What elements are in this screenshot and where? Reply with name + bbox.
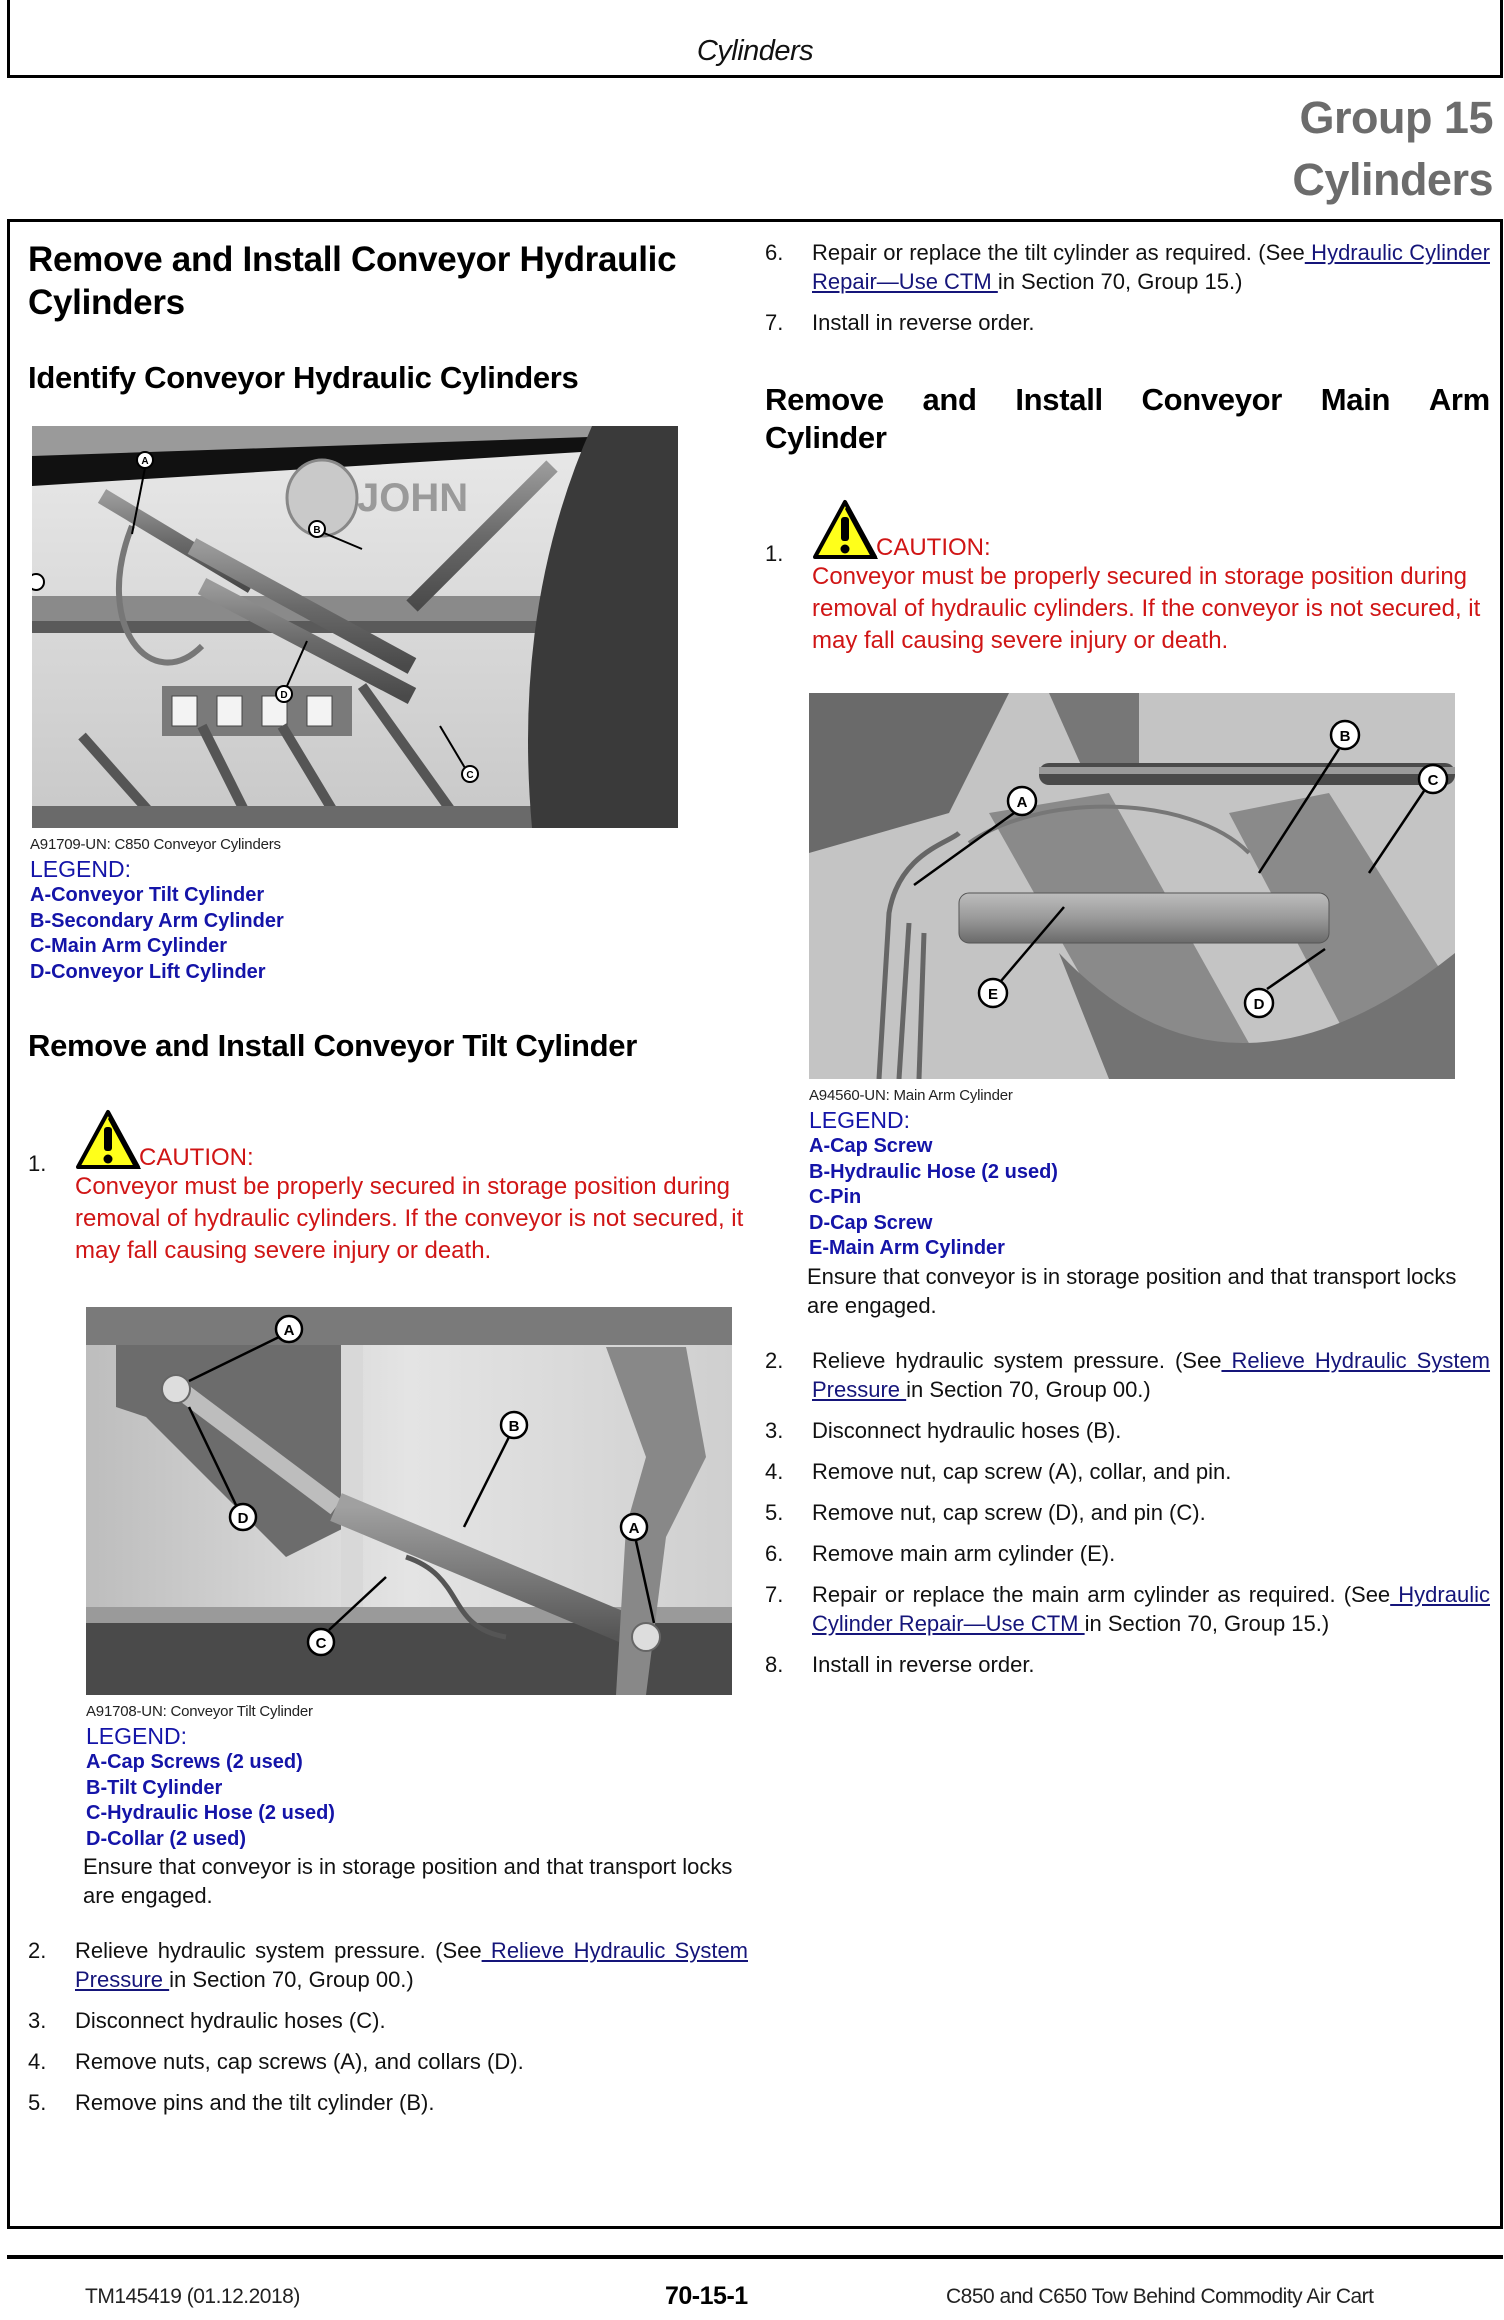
step-item: 3. Disconnect hydraulic hoses (C).	[28, 2008, 386, 2033]
footer-doc-id: TM145419 (01.12.2018)	[85, 2285, 300, 2308]
warning-triangle-icon	[75, 1109, 141, 1171]
svg-text:D: D	[237, 1510, 249, 1527]
running-title: Cylinders	[696, 35, 814, 67]
section-title: Remove and Install Conveyor Hydraulic Cylinders	[28, 240, 677, 322]
step-item: 5. Remove pins and the tilt cylinder (B).	[28, 2090, 435, 2115]
step-item: 6. Repair or replace the tilt cylinder as required. (See Hydraulic Cylinder Repair—Use CTM in Section 70, Group 15.)	[765, 240, 1490, 294]
legend-item: C-Pin	[809, 1186, 862, 1208]
step-item: 4. Remove nuts, cap screws (A), and collars (D).	[28, 2049, 524, 2074]
figure-tilt-cylinder	[86, 1307, 732, 1695]
figure-caption: A91708-UN: Conveyor Tilt Cylinder	[86, 1703, 313, 1720]
step-item: 2. Relieve hydraulic system pressure. (See Relieve Hydraulic System Pressure in Section 70, Group 00.)	[28, 1938, 748, 1992]
tilt-cylinder-illustration	[86, 1307, 732, 1695]
step-item: 7. Repair or replace the main arm cylinder as required. (See Hydraulic Cylinder Repair—Use CTM in Section 70, Group 15.)	[765, 1581, 1490, 1636]
step-list	[765, 1346, 1490, 1679]
cylinder-repair-link[interactable]: Hydraulic Cylinder Repair—Use CTM	[812, 240, 1490, 294]
running-header	[7, 0, 1503, 78]
legend-title: LEGEND:	[809, 1107, 910, 1133]
right-column	[765, 222, 1490, 1679]
identify-title: Identify Conveyor Hydraulic Cylinders	[28, 360, 579, 395]
legend-item: C-Hydraulic Hose (2 used)	[86, 1802, 335, 1824]
conveyor-cylinders-illustration	[32, 426, 678, 828]
legend-item: A-Conveyor Tilt Cylinder	[30, 884, 265, 906]
legend-item: B-Hydraulic Hose (2 used)	[809, 1160, 1058, 1183]
footer-product: C850 and C650 Tow Behind Commodity Air Cart	[946, 2285, 1374, 2308]
legend-item: D-Collar (2 used)	[86, 1827, 247, 1850]
step-item: 5. Remove nut, cap screw (D), and pin (C).	[765, 1499, 1206, 1525]
step-item: 8. Install in reverse order.	[765, 1651, 1035, 1677]
legend-list	[809, 1134, 1490, 1262]
warning-triangle-icon	[812, 499, 878, 561]
caution-label: CAUTION:	[139, 1144, 254, 1171]
legend-item: D-Cap Screw	[809, 1211, 933, 1234]
step-item: 7. Install in reverse order.	[765, 310, 1035, 335]
svg-text:JOHN: JOHN	[357, 476, 469, 520]
svg-text:A: A	[628, 1520, 640, 1537]
relieve-pressure-link[interactable]: Relieve Hydraulic System Pressure	[75, 1938, 748, 1992]
cylinder-repair-link[interactable]: Hydraulic Cylinder Repair—Use CTM	[812, 1581, 1490, 1636]
step-list	[765, 238, 1490, 337]
main-arm-section-title: Remove and Install Conveyor Main Arm Cylinder	[765, 382, 1490, 455]
footer-divider	[7, 2255, 1503, 2259]
legend-item: D-Conveyor Lift Cylinder	[30, 960, 266, 983]
figure-caption: A94560-UN: Main Arm Cylinder	[809, 1087, 1013, 1104]
step-item: 3. Disconnect hydraulic hoses (B).	[765, 1417, 1122, 1443]
legend-item: A-Cap Screws (2 used)	[86, 1751, 303, 1773]
step-item: 6. Remove main arm cylinder (E).	[765, 1540, 1116, 1566]
legend-title: LEGEND:	[30, 856, 131, 882]
step-item: 4. Remove nut, cap screw (A), collar, and pin.	[765, 1458, 1232, 1484]
legend-item: E-Main Arm Cylinder	[809, 1237, 1005, 1259]
group-name: Cylinders	[1292, 154, 1493, 205]
tilt-section-title: Remove and Install Conveyor Tilt Cylinder	[28, 1028, 638, 1063]
footer-page-number: 70-15-1	[665, 2282, 748, 2310]
svg-text:A: A	[283, 1322, 295, 1339]
step-item: 2. Relieve hydraulic system pressure. (See Relieve Hydraulic System Pressure in Section 70, Group 00.)	[765, 1347, 1491, 1402]
svg-text:C: C	[1427, 772, 1439, 789]
caution-block	[765, 499, 1490, 657]
legend-title: LEGEND:	[86, 1723, 187, 1749]
legend-list	[30, 883, 748, 985]
svg-text:B: B	[313, 525, 321, 536]
figure-conveyor-cylinders	[32, 426, 678, 828]
legend-list	[86, 1750, 748, 1852]
caution-text: Conveyor must be properly secured in storage position during removal of hydraulic cylinders. If the conveyor is not secured, it may fall causing severe injury or death.	[812, 563, 1481, 654]
caution-text: Conveyor must be properly secured in storage position during removal of hydraulic cylinders. If the conveyor is not secured, it may fall causing severe injury or death.	[75, 1173, 744, 1264]
content-frame	[7, 219, 1503, 2229]
svg-text:E: E	[987, 986, 999, 1003]
caution-label: CAUTION:	[876, 534, 991, 561]
group-label: Group 15	[1299, 92, 1493, 143]
relieve-pressure-link[interactable]: Relieve Hydraulic System Pressure	[812, 1347, 1491, 1402]
figure-main-arm-cylinder	[809, 693, 1455, 1079]
svg-text:A: A	[1016, 794, 1028, 811]
step-number: 1.	[28, 1151, 47, 1176]
step-list	[28, 1936, 748, 2117]
main-arm-cylinder-illustration	[809, 693, 1455, 1079]
legend-item: A-Cap Screw	[809, 1135, 933, 1157]
legend-item: B-Tilt Cylinder	[86, 1776, 223, 1799]
figure-caption: A91709-UN: C850 Conveyor Cylinders	[30, 836, 281, 853]
left-column	[28, 222, 748, 2117]
svg-text:C: C	[466, 770, 474, 781]
step-number: 1.	[765, 541, 784, 566]
svg-text:A: A	[141, 456, 149, 467]
svg-text:B: B	[508, 1418, 520, 1435]
svg-text:D: D	[1253, 996, 1265, 1013]
caution-block	[28, 1109, 748, 1267]
note-text: Ensure that conveyor is in storage position and that transport locks are engaged.	[807, 1263, 1457, 1318]
legend-item: C-Main Arm Cylinder	[30, 935, 228, 957]
svg-text:C: C	[315, 1635, 327, 1652]
legend-item: B-Secondary Arm Cylinder	[30, 909, 284, 932]
note-text: Ensure that conveyor is in storage position and that transport locks are engaged.	[83, 1854, 733, 1908]
svg-text:B: B	[1339, 728, 1351, 745]
svg-text:D: D	[280, 690, 288, 701]
